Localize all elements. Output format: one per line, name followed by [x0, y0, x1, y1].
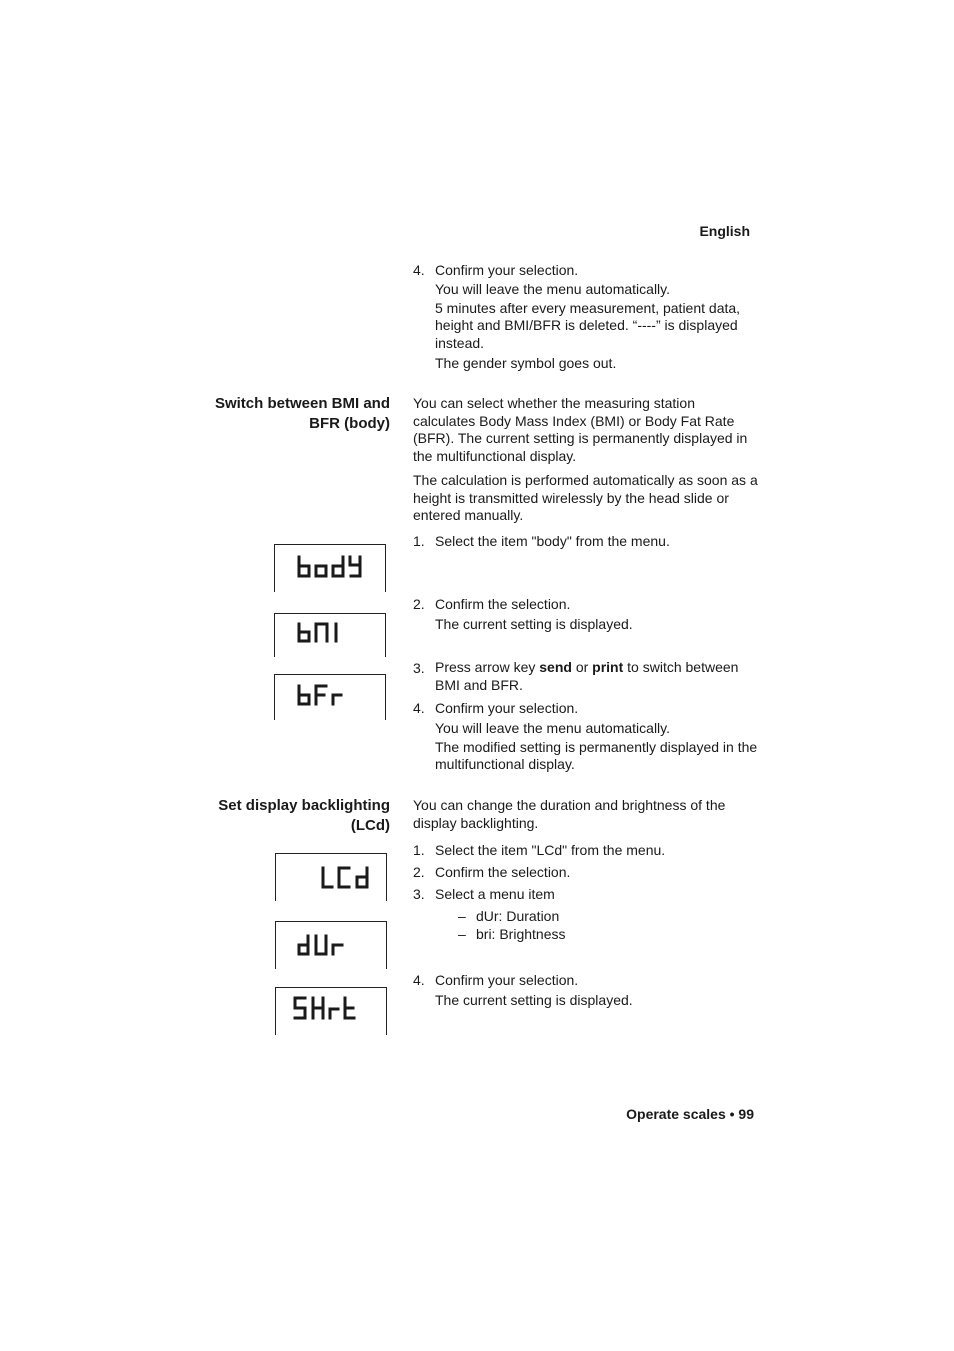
lcd-text-lcd: [276, 854, 388, 902]
step-1: [413, 532, 758, 551]
step-number: 4.: [413, 972, 425, 988]
step-number: 3.: [413, 886, 425, 902]
step-note: The gender symbol goes out.: [435, 354, 617, 371]
step-number: 4.: [413, 700, 425, 716]
continued-step-4: [413, 261, 758, 372]
step-number: 2.: [413, 596, 425, 612]
paragraph: You can change the duration and brightness of the display backlighting.: [413, 797, 726, 831]
step-3: [413, 659, 758, 694]
lcd-display-body: [274, 544, 386, 592]
lcd-display-bmi: [274, 613, 386, 657]
step-4: [413, 971, 758, 1010]
lcd-text-body: [275, 545, 387, 593]
step-3: [413, 885, 758, 904]
step-text: Select the item "LCd" from the menu.: [435, 842, 666, 858]
step-2: [413, 863, 758, 882]
step-number: 1.: [413, 842, 425, 858]
step-text: Select a menu item: [435, 886, 555, 902]
step-text: Confirm the selection.: [435, 864, 571, 880]
key-send: send: [539, 659, 572, 675]
lcd-display-lcd: [275, 853, 387, 901]
language-label: English: [699, 223, 750, 239]
step-number: 1.: [413, 533, 425, 549]
step-note: The current setting is displayed.: [435, 992, 633, 1008]
step-2: [413, 595, 758, 634]
step-number: 2.: [413, 864, 425, 880]
step-text: Press arrow key send or print to switch between BMI and BFR.: [435, 659, 739, 693]
lcd-text-bmi: [275, 614, 387, 658]
lcd-text-dur: [276, 922, 388, 970]
menu-item-list: [458, 908, 565, 943]
lcd-text-shrt: [276, 988, 388, 1036]
step-text: Select the item "body" from the menu.: [435, 533, 670, 549]
lcd-display-dur: [275, 921, 387, 969]
paragraph: You can select whether the measuring station calculates Body Mass Index (BMI) or Body Fat Rate (BFR). The current setting is permanently displayed in the multifunctional display.: [413, 395, 748, 464]
section-heading-lcd: Set display backlighting (LCd): [218, 797, 390, 834]
step-number: 4.: [413, 262, 425, 278]
step-number: 3.: [413, 660, 425, 676]
page-footer: Operate scales • 99: [626, 1106, 754, 1122]
list-item: – dUr: Duration: [458, 908, 560, 924]
step-text: Confirm your selection.: [435, 700, 579, 716]
step-note: 5 minutes after every measurement, patient data, height and BMI/BFR is deleted. “----” is displayed instead.: [435, 299, 741, 352]
step-note: The current setting is displayed.: [435, 616, 633, 632]
key-print: print: [592, 659, 624, 675]
lcd-display-shrt: [275, 987, 387, 1035]
lcd-display-bfr: [274, 674, 386, 720]
step-text: Confirm your selection.: [435, 262, 579, 278]
paragraph: The calculation is performed automatically as soon as a height is transmitted wirelessly by the head slide or entered manually.: [413, 472, 758, 524]
lcd-text-bfr: [275, 675, 387, 721]
step-note: You will leave the menu automatically.: [435, 281, 671, 297]
step-text: Confirm your selection.: [435, 972, 579, 988]
section-heading-bmi: Switch between BMI and BFR (body): [214, 395, 390, 432]
step-text: Confirm the selection.: [435, 596, 571, 612]
step-note: You will leave the menu automatically.: [435, 720, 671, 736]
step-4: [413, 699, 758, 774]
step-1: [413, 841, 758, 860]
list-item: – bri: Brightness: [458, 925, 566, 942]
step-note: The modified setting is permanently displayed in the multifunctional display.: [435, 738, 758, 773]
